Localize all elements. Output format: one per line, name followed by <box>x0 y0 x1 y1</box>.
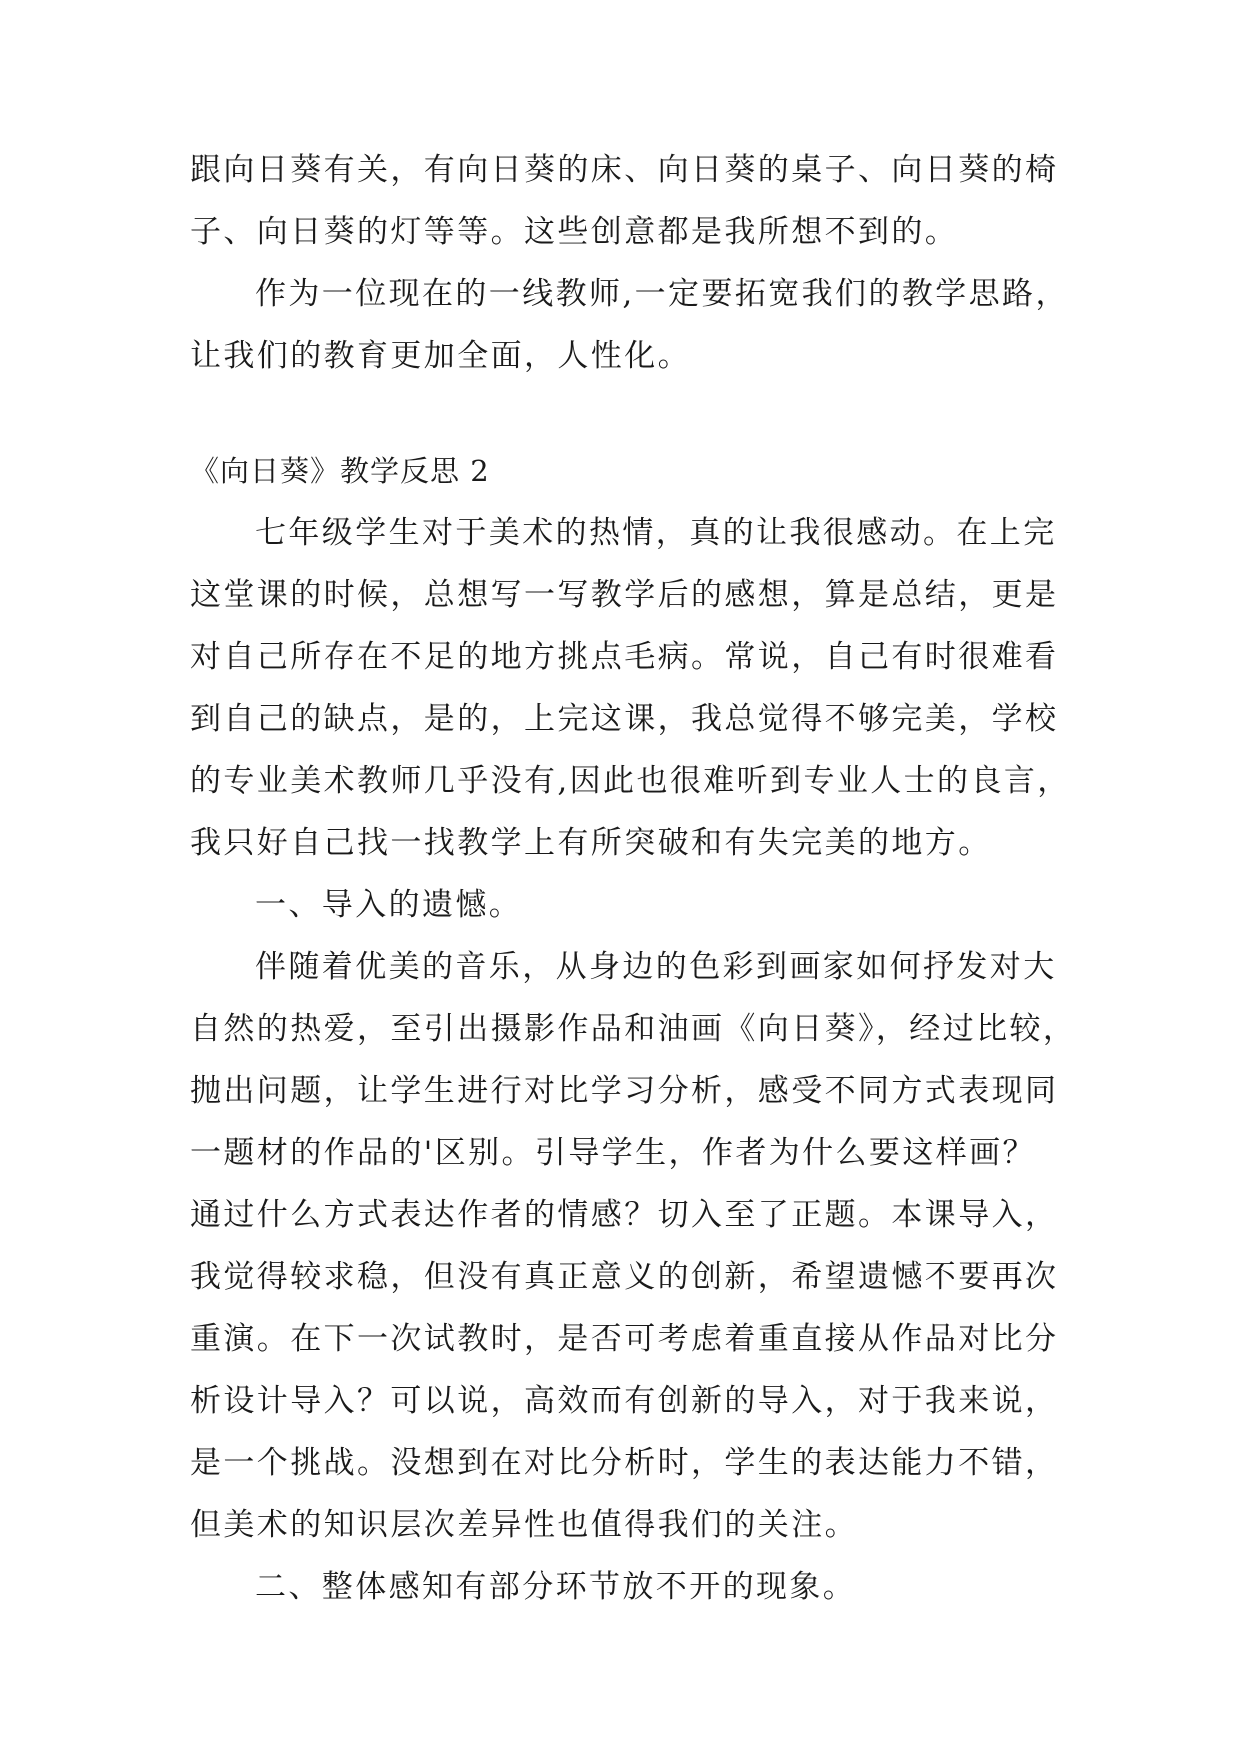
body-text-line: 让我们的教育更加全面，人性化。 <box>190 338 691 374</box>
subheading: 二、整体感知有部分环节放不开的现象。 <box>255 1569 857 1605</box>
body-text-line: 七年级学生对于美术的热情，真的让我很感动。在上完 <box>255 515 1057 551</box>
body-text-line: 跟向日葵有关，有向日葵的床、向日葵的桌子、向日葵的椅 <box>190 152 1059 188</box>
body-text-line: 抛出问题，让学生进行对比学习分析，感受不同方式表现同 <box>190 1073 1059 1109</box>
body-text-line: 我觉得较求稳，但没有真正意义的创新，希望遗憾不要再次 <box>190 1259 1059 1295</box>
body-text-line: 析设计导入？可以说，高效而有创新的导入，对于我来说， <box>190 1383 1059 1419</box>
body-text-line: 通过什么方式表达作者的情感？切入至了正题。本课导入， <box>190 1197 1059 1233</box>
body-text-line: 的专业美术教师几乎没有,因此也很难听到专业人士的良言， <box>190 763 1071 799</box>
subheading: 一、导入的遗憾。 <box>255 887 523 923</box>
body-text-line: 重演。在下一次试教时，是否可考虑着重直接从作品对比分 <box>190 1321 1059 1357</box>
body-text-line: 自然的热爱，至引出摄影作品和油画《向日葵》，经过比较， <box>190 1011 1077 1047</box>
body-text-line: 这堂课的时候，总想写一写教学后的感想，算是总结，更是 <box>190 577 1059 613</box>
section-title: 《向日葵》教学反思 2 <box>190 454 490 488</box>
body-text-line: 伴随着优美的音乐，从身边的色彩到画家如何抒发对大 <box>255 949 1057 985</box>
body-text-line: 但美术的知识层次差异性也值得我们的关注。 <box>190 1507 858 1543</box>
body-text-line: 我只好自己找一找教学上有所突破和有失完美的地方。 <box>190 825 992 861</box>
body-text-line: 到自己的缺点，是的，上完这课，我总觉得不够完美，学校 <box>190 701 1059 737</box>
body-text-line: 对自己所存在不足的地方挑点毛病。常说，自己有时很难看 <box>190 639 1059 675</box>
body-text-line: 子、向日葵的灯等等。这些创意都是我所想不到的。 <box>190 214 959 250</box>
body-text-line: 一题材的作品的'区别。引导学生，作者为什么要这样画？ <box>190 1135 1036 1171</box>
body-text-line: 是一个挑战。没想到在对比分析时，学生的表达能力不错， <box>190 1445 1059 1481</box>
body-text-line: 作为一位现在的一线教师,一定要拓宽我们的教学思路， <box>255 276 1069 312</box>
